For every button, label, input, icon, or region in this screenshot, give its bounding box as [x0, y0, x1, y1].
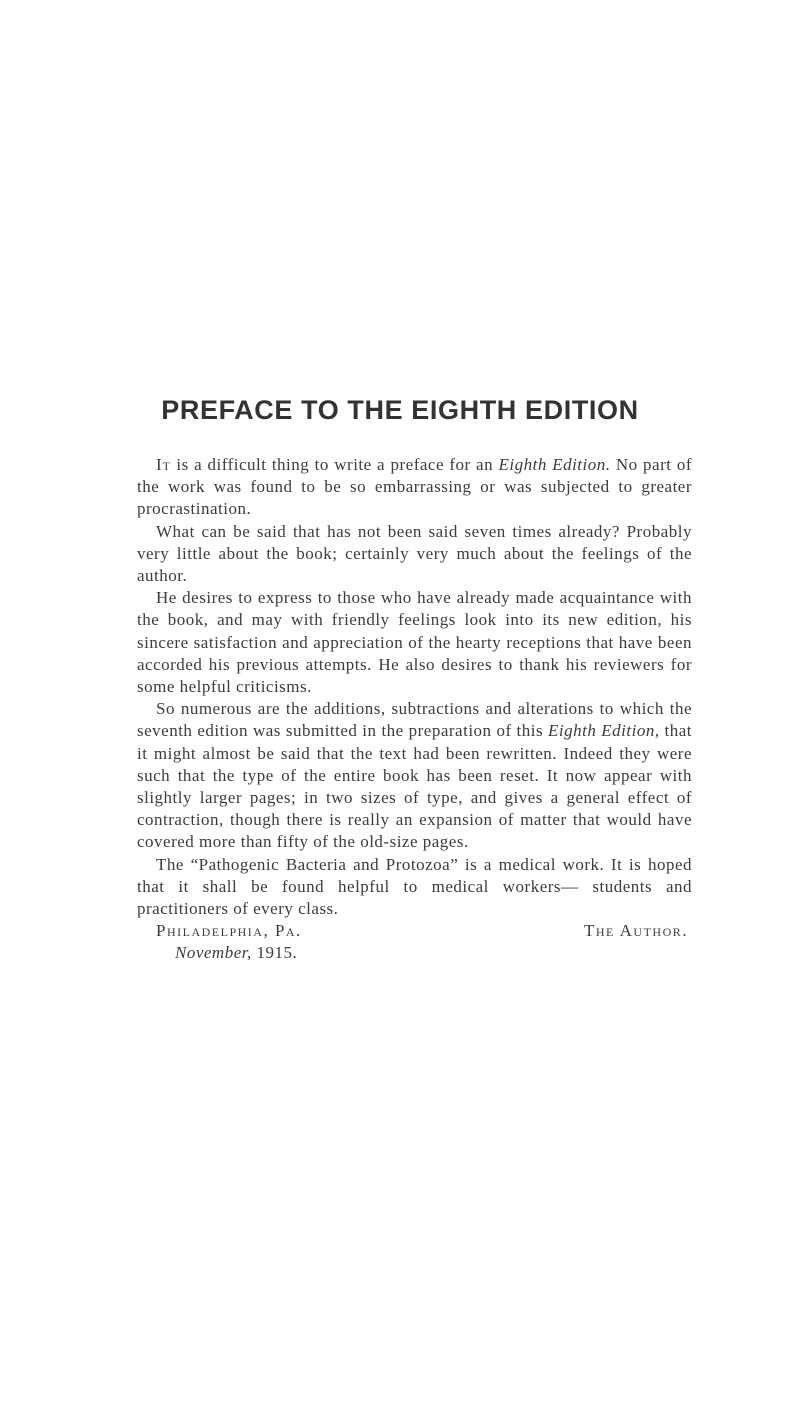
paragraph-3: He desires to express to those who have already made acquaintance with the book, and may with friendly feelings look into its new edition, his sincere satisfaction and appreciation of the hearty receptions that have been accorded his previous attempts. He also desires to thank his reviewers for some helpful criticisms.: [137, 588, 692, 697]
paragraph-1: [137, 454, 692, 521]
paragraph-5: The “Pathogenic Bacteria and Protozoa” is a medical work. It is hoped that it shall be found helpful to medical workers— students and practitioners of every class.: [137, 854, 692, 919]
date-year: 1915.: [251, 943, 298, 963]
signature-author: The Author.: [583, 921, 688, 941]
preface-body: [137, 454, 692, 965]
edition-italic: Eighth Edition.: [498, 455, 611, 474]
date-month: November,: [175, 943, 252, 963]
lead-word: It: [156, 455, 171, 474]
paragraph-1-text-b: No part of the work was found to be so embarrassing or was subjected to greater procrastination.: [137, 455, 692, 519]
signature-date: [137, 942, 692, 964]
paragraph-4-text-b: that it might almost be said that the text had been rewritten. Indeed they were such that the type of the entire book has been reset. It now appear with slightly larger pages; in two sizes of type, and gives a general effect of contraction, though there is really an expansion of matter that would have covered more than fifty of the old-size pages.: [137, 721, 692, 852]
paragraph-4: [137, 698, 692, 853]
signature-place: Philadelphia, Pa.: [156, 921, 302, 941]
page-title: PREFACE TO THE EIGHTH EDITION: [161, 395, 639, 425]
edition-italic-2: Eighth Edition,: [548, 721, 660, 741]
paragraph-4-text-a: So numerous are the additions, subtractions and alterations to which the seventh edition was submitted in the preparation of this: [137, 699, 692, 741]
paragraph-2: What can be said that has not been said seven times already? Probably very little about the book; certainly very much about the feelings of the author.: [137, 521, 692, 586]
paragraph-1-text-a: is a difficult thing to write a preface for an: [171, 455, 499, 474]
signature-line: [137, 920, 692, 942]
